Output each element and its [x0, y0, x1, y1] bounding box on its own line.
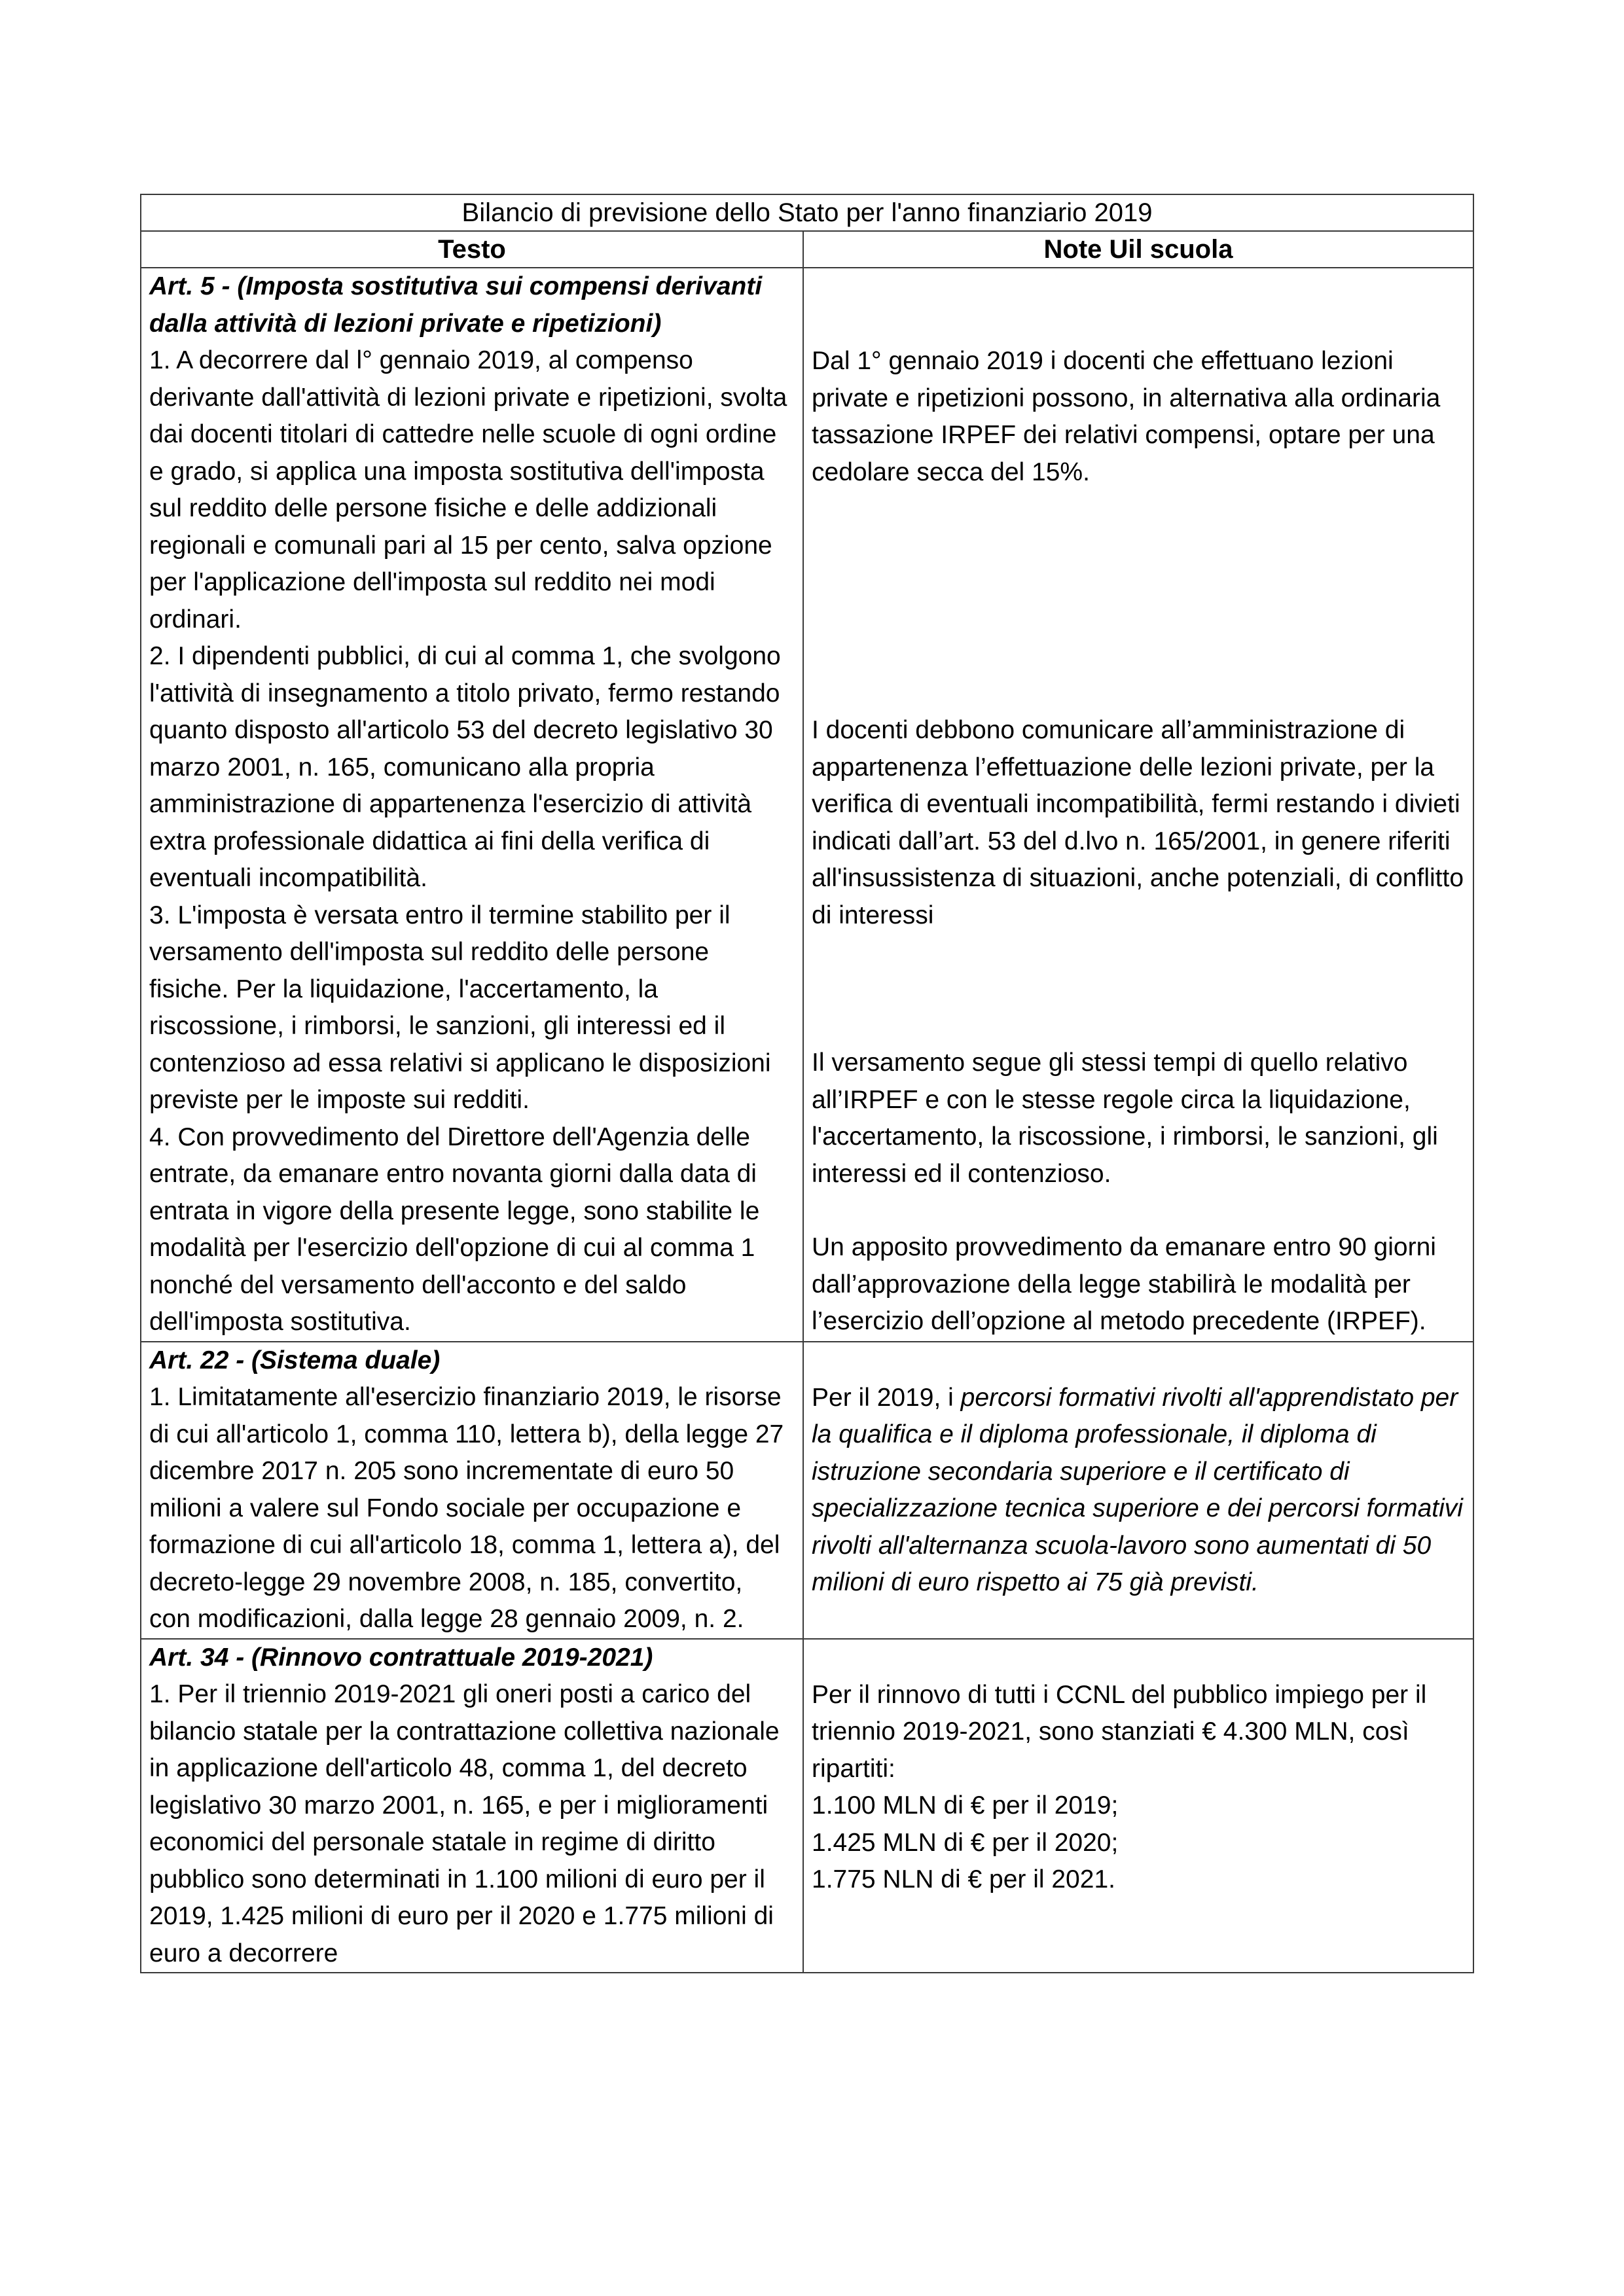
art22-note-plain: Per il 2019, i [812, 1383, 961, 1412]
art34-note-line-2020: 1.425 MLN di € per il 2020; [812, 1828, 1119, 1857]
table-row-art22 [141, 1342, 1473, 1639]
art5-note-3: Il versamento segue gli stessi tempi di quello relativo all’IRPEF e con le stesse regole circa la liquidazione, l'accertamento, la riscossione, i rimborsi, le sanzioni, gli interessi ed il contenzioso. [812, 1049, 1438, 1188]
art5-text-cell [141, 268, 803, 1342]
art34-note-line-2021: 1.775 NLN di € per il 2021. [812, 1865, 1115, 1893]
art34-title: Art. 34 - (Rinnovo contrattuale 2019-2021) [149, 1643, 653, 1672]
art5-note-cell [803, 268, 1473, 1342]
header-row [141, 231, 1473, 268]
art34-note-cell [803, 1639, 1473, 1973]
art34-note [812, 1677, 1465, 1899]
art5-note-4: Un apposito provvedimento da emanare entro 90 giorni dall’approvazione della legge stabilirà le modalità per l’esercizio dell’opzione al metodo precedente (IRPEF). [812, 1233, 1436, 1335]
column-header-note: Note Uil scuola [803, 231, 1473, 268]
art5-comma-1: 1. A decorrere dal l° gennaio 2019, al compenso derivante dall'attività di lezioni private e ripetizioni, svolta dai docenti titolari di cattedre nelle scuole di ogni ordine e grado, si applica una imposta sostitutiva dell'imposta sul reddito delle persone fisiche e delle addizionali regionali e comunali pari al 15 per cento, salva opzione per l'applicazione dell'imposta sul reddito nei modi ordinari. [149, 346, 787, 634]
art22-comma-1: 1. Limitatamente all'esercizio finanziario 2019, le risorse di cui all'articolo 1, comma 110, lettera b), della legge 27 dicembre 2017 n. 205 sono incrementate di euro 50 milioni a valere sul Fondo sociale per occupazione e formazione di cui all'articolo 18, comma 1, lettera a), del decreto-legge 29 novembre 2008, n. 185, convertito, con modificazioni, dalla legge 28 gennaio 2009, n. 2. [149, 1383, 784, 1633]
art5-note-1: Dal 1° gennaio 2019 i docenti che effettuano lezioni private e ripetizioni possono, in alternativa alla ordinaria tassazione IRPEF dei relativi compensi, optare per una cedolare secca del 15%. [812, 347, 1441, 486]
art5-comma-3: 3. L'imposta è versata entro il termine stabilito per il versamento dell'imposta sul reddito delle persone fisiche. Per la liquidazione, l'accertamento, la riscossione, i rimborsi, le sanzioni, gli interessi ed il contenzioso ad essa relativi si applicano le disposizioni previste per le imposte sui redditi. [149, 901, 771, 1114]
art22-text-cell [141, 1342, 803, 1639]
table-title-row [141, 194, 1473, 231]
art34-text-cell [141, 1639, 803, 1973]
table-row-art34 [141, 1639, 1473, 1973]
art34-note-line-2019: 1.100 MLN di € per il 2019; [812, 1791, 1119, 1820]
column-header-testo: Testo [141, 231, 803, 268]
art34-note-intro: Per il rinnovo di tutti i CCNL del pubblico impiego per il triennio 2019-2021, sono stanziati € 4.300 MLN, così ripartiti: [812, 1680, 1427, 1783]
art22-title: Art. 22 - (Sistema duale) [149, 1346, 441, 1374]
art5-title: Art. 5 - (Imposta sostitutiva sui compensi derivanti dalla attività di lezioni private e ripetizioni) [149, 272, 763, 338]
art22-note [812, 1380, 1465, 1602]
art5-note-2: I docenti debbono comunicare all’amministrazione di appartenenza l’effettuazione delle lezioni private, per la verifica di eventuali incompatibilità, fermi restando i divieti indicati dall’art. 53 del d.lvo n. 165/2001, in genere riferiti all'insussistenza di situazioni, anche potenziali, di conflitto di interessi [812, 716, 1464, 929]
table-row-art5 [141, 268, 1473, 1342]
art22-note-italic: percorsi formativi rivolti all'apprendistato per la qualifica e il diploma professionale, il diploma di istruzione secondaria superiore e il certificato di specializzazione tecnica superiore e dei percorsi formativi rivolti all'alternanza scuola-lavoro sono aumentati di 50 milioni di euro rispetto ai 75 già previsti. [812, 1383, 1463, 1596]
art22-note-cell [803, 1342, 1473, 1639]
art5-comma-2: 2. I dipendenti pubblici, di cui al comma 1, che svolgono l'attività di insegnamento a titolo privato, fermo restando quanto disposto all'articolo 53 del decreto legislativo 30 marzo 2001, n. 165, comunicano alla propria amministrazione di appartenenza l'esercizio di attività extra professionale didattica ai fini della verifica di eventuali incompatibilità. [149, 642, 781, 892]
art34-comma-1: 1. Per il triennio 2019-2021 gli oneri posti a carico del bilancio statale per la contrattazione collettiva nazionale in applicazione dell'articolo 48, comma 1, del decreto legislativo 30 marzo 2001, n. 165, e per i miglioramenti economici del personale statale in regime di diritto pubblico sono determinati in 1.100 milioni di euro per il 2019, 1.425 milioni di euro per il 2020 e 1.775 milioni di euro a decorrere [149, 1680, 780, 1967]
art5-comma-4: 4. Con provvedimento del Direttore dell'Agenzia delle entrate, da emanare entro novanta giorni dalla data di entrata in vigore della presente legge, sono stabilite le modalità per l'esercizio dell'opzione di cui al comma 1 nonché del versamento dell'acconto e del saldo dell'imposta sostitutiva. [149, 1122, 760, 1336]
budget-table [140, 194, 1474, 1973]
table-title: Bilancio di previsione dello Stato per l'anno finanziario 2019 [141, 194, 1473, 231]
